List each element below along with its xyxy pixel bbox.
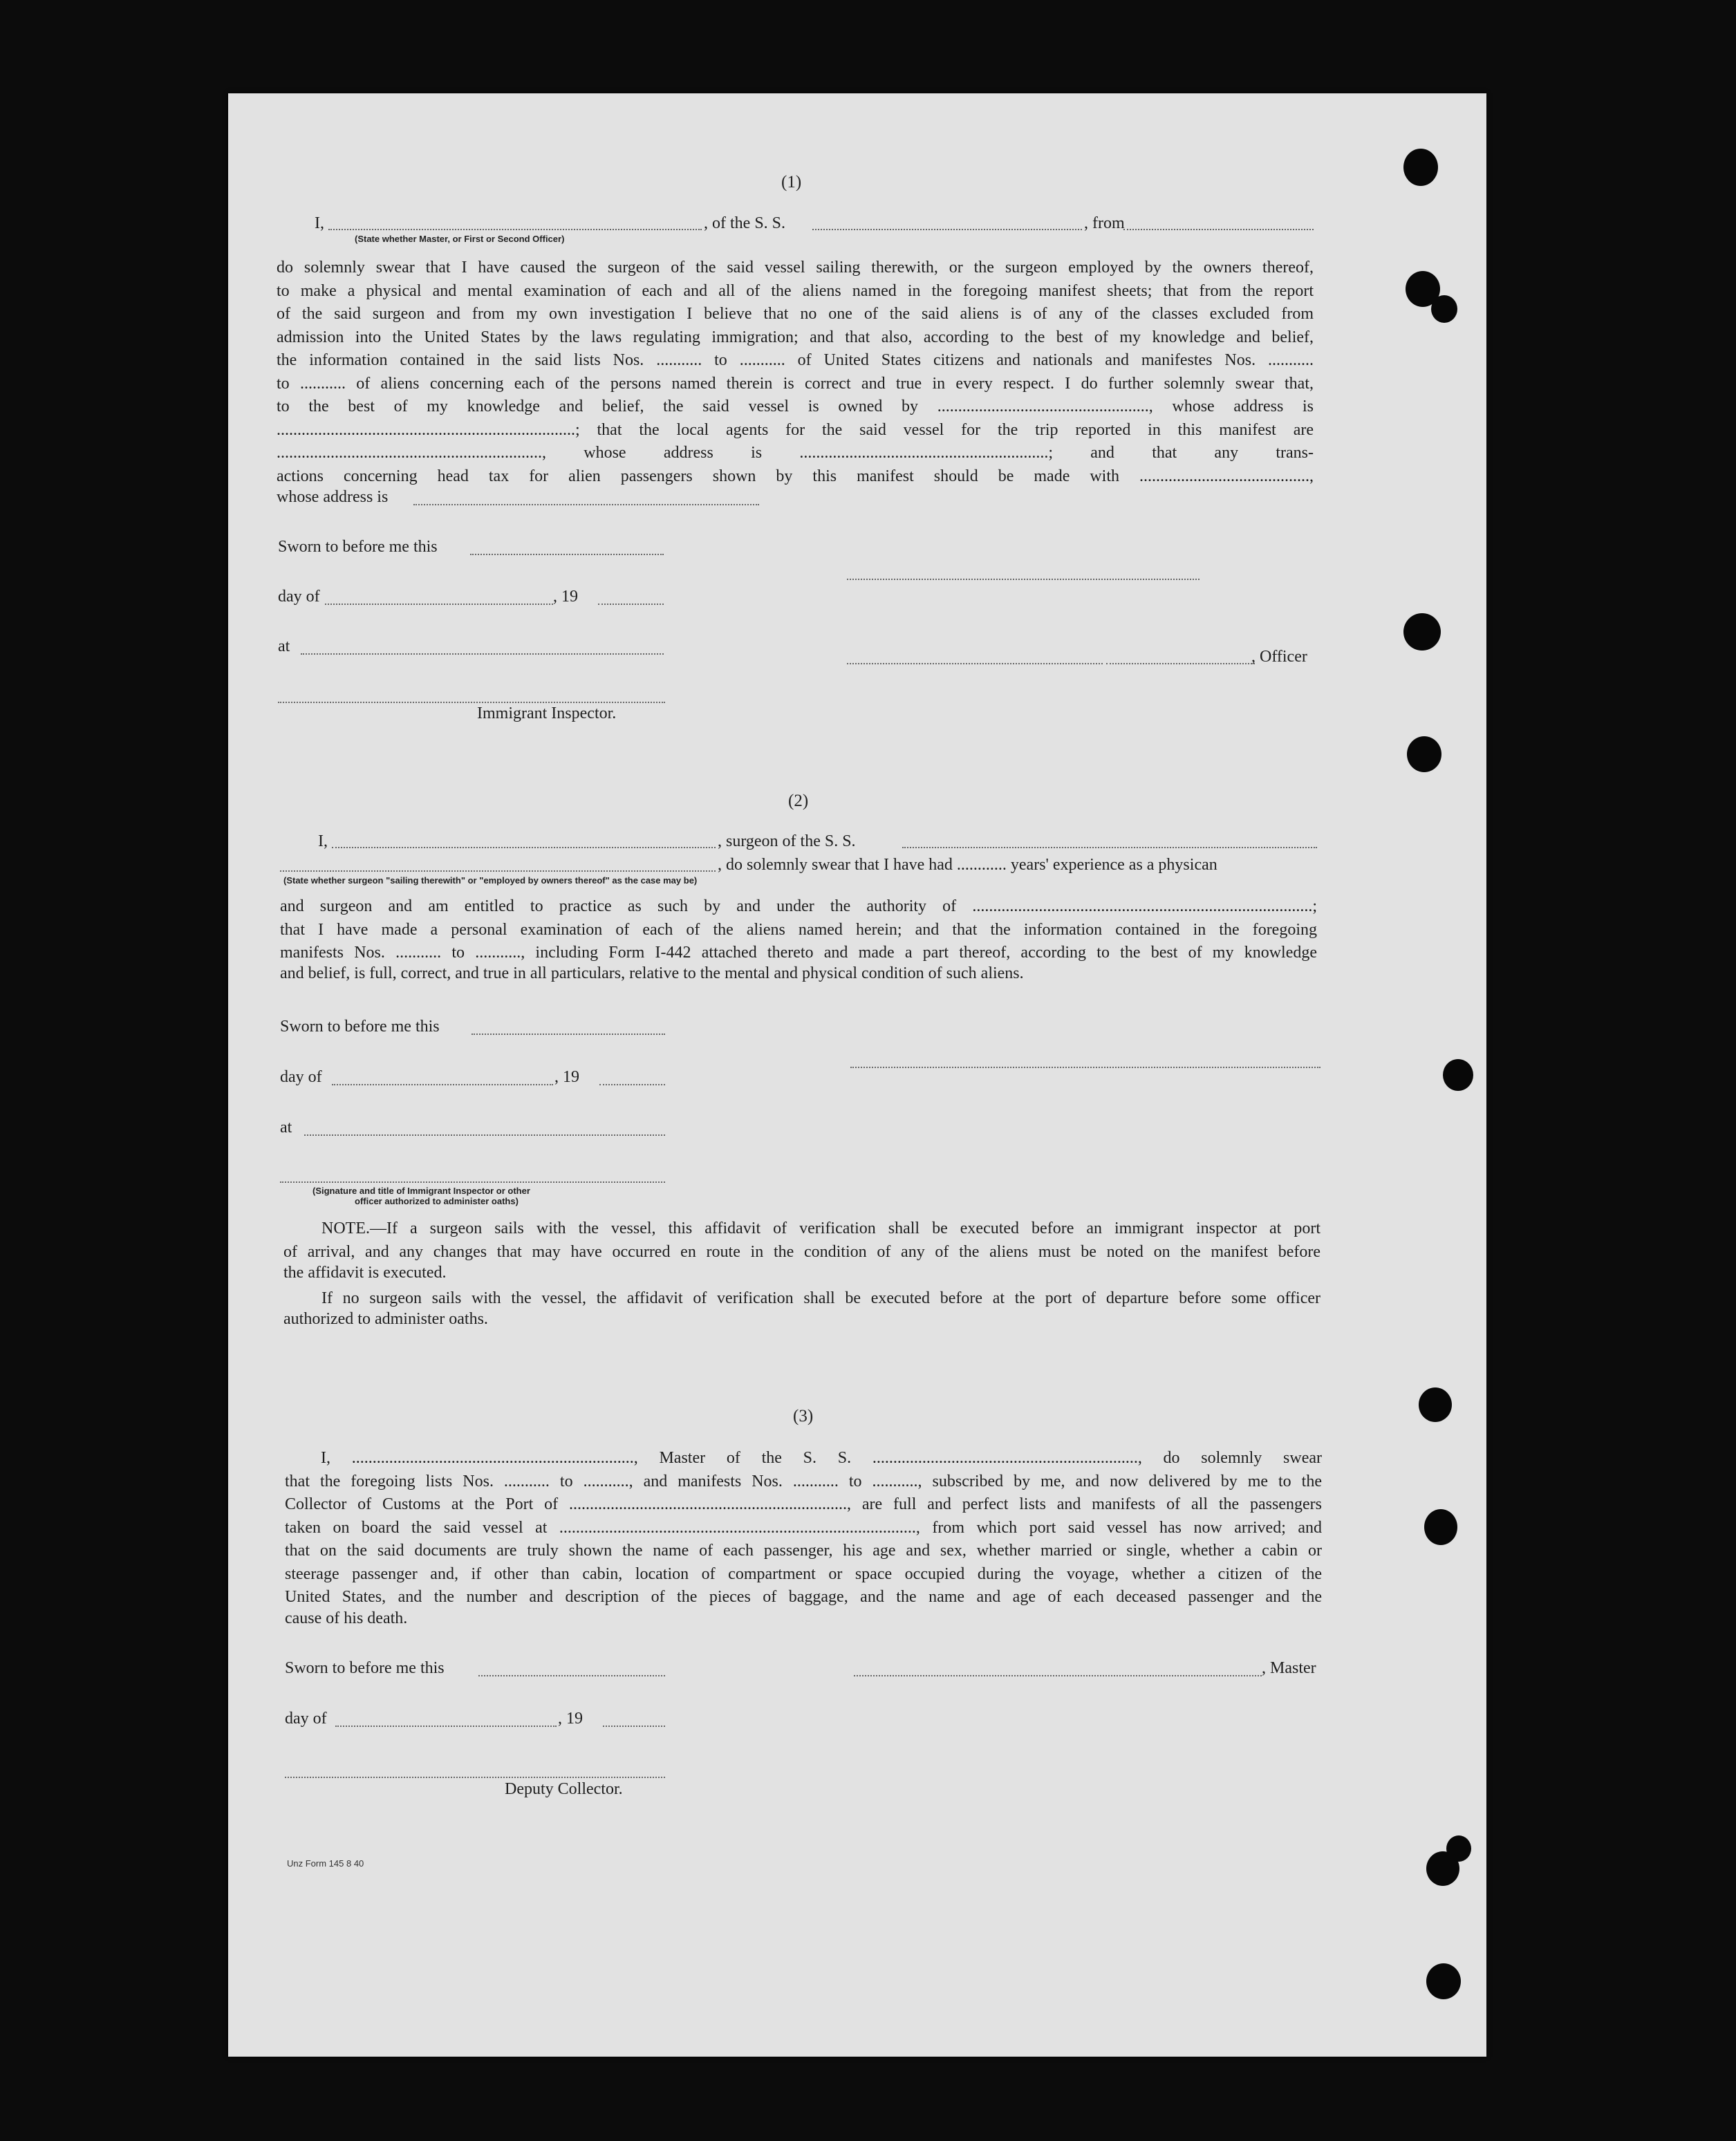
section-2-sworn: Sworn to before me this — [280, 1018, 440, 1036]
punch-hole — [1443, 1059, 1473, 1091]
section-2-at: at — [280, 1119, 292, 1137]
blank-field — [413, 504, 759, 505]
blank-field — [280, 870, 716, 872]
section-3-collector: Deputy Collector. — [505, 1780, 623, 1798]
blank-field — [304, 1134, 665, 1136]
section-2-note-para-1-last: the affidavit is executed. — [283, 1264, 447, 1282]
section-2-note-para-1: NOTE.—If a surgeon sails with the vessel, this affidavit of verification shall be executed before an immigrant inspector at port of arrival, and any changes that may have occurred en route in the condition of any of the aliens must be noted on the manifest before — [283, 1219, 1320, 1261]
surgeon-signature-line — [850, 1067, 1320, 1068]
administering-officer-line — [280, 1181, 665, 1183]
blank-field — [301, 653, 664, 655]
blank-field — [335, 1726, 557, 1727]
punch-hole — [1403, 149, 1438, 186]
section-1-at: at — [278, 637, 290, 655]
inspector-signature-line — [278, 702, 665, 703]
blank-field — [325, 604, 553, 605]
section-3-number: (3) — [793, 1407, 814, 1425]
master-signature-line — [854, 1675, 1262, 1676]
section-1-sworn: Sworn to before me this — [278, 538, 438, 556]
section-1-last-line: whose address is — [277, 488, 389, 506]
section-1-year: , 19 — [553, 588, 578, 606]
section-2-year: , 19 — [554, 1068, 579, 1086]
officer-name-line — [1106, 663, 1255, 664]
section-1-from: , from — [1084, 214, 1125, 232]
blank-field — [470, 554, 664, 555]
section-1-officer-note: (State whether Master, or First or Second Officer) — [355, 234, 565, 244]
section-2-last-line: and belief, is full, correct, and true in all particulars, relative to the mental and physical condition of such aliens. — [280, 964, 1024, 982]
section-1-body: do solemnly swear that I have caused the surgeon of the said vessel sailing therewith, or the surgeon employed by the owners thereof, to make a physical and mental examination of each and all of the aliens named in the foregoing manifest sheets; that from the report of the said surgeon and from my own investigation I believe that no one of the said aliens is of any of the classes excluded from admission into the United States by the laws regulating immigration; and that also, according to the best of my knowledge and belief, the information contained in the said lists Nos. ........... to ........... of United States citizens and nationals and manifestes Nos. ........... to ........... of aliens concerning each of the persons named therein is correct and true in every respect. I do further solemnly swear that, to the best of my knowledge and belief, the said vessel is owned by ..................................................., whose address is ........................................................................; that the local agents for the said vessel for the trip reported in this manifest are ................................................................, whose address is ............................................................; and that any trans- actions concerning head tax for alien passengers shown by this manifest should be made with ........................................., — [277, 259, 1314, 485]
punch-hole — [1431, 295, 1457, 323]
section-2-line2: , do solemnly swear that I have had ............ years' experience as a physican — [718, 856, 1217, 874]
officer-name-line — [847, 663, 1103, 664]
section-2-surgeon-note: (State whether surgeon "sailing therewith" or "employed by owners thereof" as the case may be) — [283, 875, 698, 886]
punch-hole — [1403, 613, 1441, 651]
officer-signature-line — [847, 579, 1200, 580]
section-1-of-ss: , of the S. S. — [704, 214, 786, 232]
section-1-inspector: Immigrant Inspector. — [477, 704, 617, 722]
form-number: Unz Form 145 8 40 — [287, 1858, 364, 1869]
section-3-year: , 19 — [558, 1710, 583, 1728]
section-3-body: I, ...................................................................., Master of the S. S. ................................................................, do solemnly swear that the foregoing lists Nos. ........... to ..........., and manifests Nos. ........... to ..........., subscribed by me, and now delivered by me to the Collector of Customs at the Port of ..................................................................., are full and perfect lists and manifests of all the passengers taken on board the said vessel at ......................................................................................, from which port said vessel has now arrived; and that on the said documents are truly shown the name of each passenger, his age and sex, whether married or single, whether a cabin or steerage passenger and, if other than cabin, location of compartment or space occupied during the voyage, whether a citizen of the United States, and the number and description of the pieces of baggage, and the name and age of each deceased passenger and the — [285, 1449, 1322, 1606]
section-2-body: and surgeon and am entitled to practice as such by and under the authority of ..................................................................................; that I have made a personal examination of each of the aliens named herein; and that the information contained in the foregoing manifests Nos. ........... to ..........., including Form I-442 attached thereto and made a part thereof, according to the best of my knowledge — [280, 897, 1317, 962]
blank-field — [478, 1675, 665, 1676]
section-2-signature-note-2: officer authorized to administer oaths) — [355, 1196, 519, 1206]
blank-field — [812, 229, 1082, 230]
blank-field — [332, 1084, 553, 1085]
punch-hole — [1407, 736, 1441, 772]
section-1-day-of: day of — [278, 588, 320, 606]
blank-field — [599, 1084, 665, 1085]
section-2-number: (2) — [788, 792, 809, 810]
section-2-surgeon: , surgeon of the S. S. — [718, 832, 856, 850]
punch-hole — [1424, 1509, 1457, 1545]
punch-hole — [1426, 1963, 1461, 1999]
section-2-i: I, — [318, 832, 328, 850]
blank-field — [332, 847, 716, 848]
section-3-master: , Master — [1262, 1659, 1316, 1677]
blank-field — [472, 1034, 665, 1035]
punch-hole — [1419, 1387, 1452, 1422]
section-2-day-of: day of — [280, 1068, 322, 1086]
blank-field — [328, 229, 702, 230]
blank-field — [598, 604, 664, 605]
section-3-day-of: day of — [285, 1710, 327, 1728]
section-2-note-para-2: If no surgeon sails with the vessel, the affidavit of verification shall be executed before at the port of departure before some officer — [321, 1289, 1320, 1307]
collector-signature-line — [285, 1777, 665, 1778]
blank-field — [902, 847, 1317, 848]
section-3-last-line: cause of his death. — [285, 1609, 408, 1627]
section-2-signature-note-1: (Signature and title of Immigrant Inspector or other — [312, 1186, 530, 1196]
manifest-affidavit-page — [228, 93, 1486, 2057]
section-1-officer: , Officer — [1251, 648, 1307, 666]
punch-hole — [1446, 1835, 1471, 1862]
section-1-number: (1) — [781, 173, 802, 191]
section-3-sworn: Sworn to before me this — [285, 1659, 445, 1677]
section-1-i: I, — [315, 214, 324, 232]
blank-field — [1123, 229, 1314, 230]
section-2-note-para-2-last: authorized to administer oaths. — [283, 1310, 488, 1328]
blank-field — [603, 1726, 665, 1727]
